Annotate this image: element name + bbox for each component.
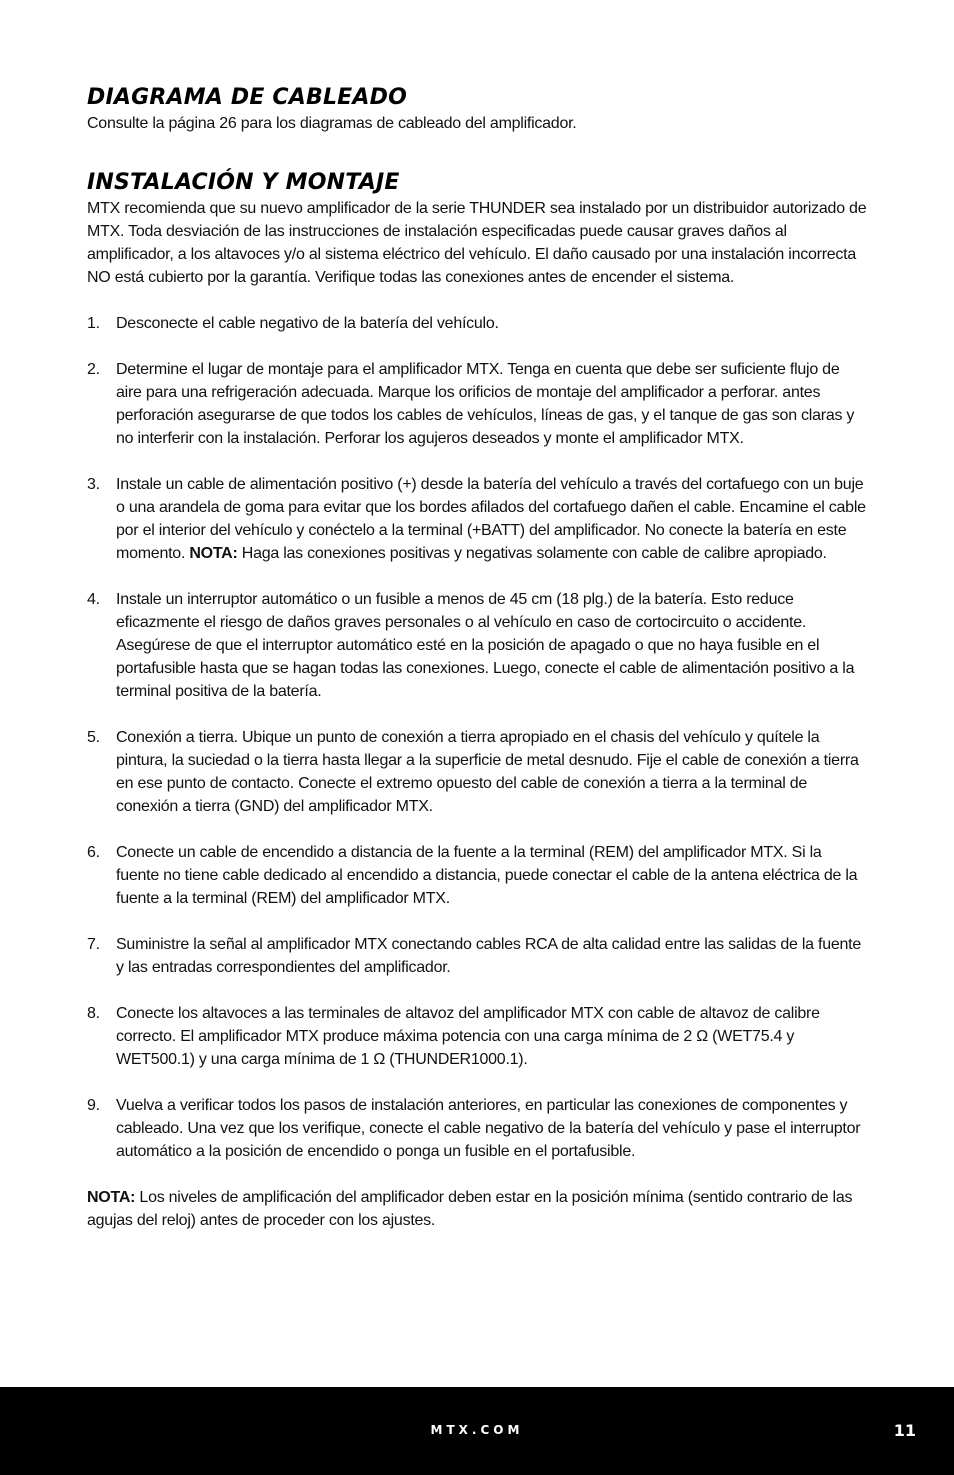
list-item: [87, 358, 867, 450]
page-number: 11: [893, 1421, 916, 1440]
step-text: [116, 473, 867, 565]
step-text: Suministre la señal al amplificador MTX conectando cables RCA de alta calidad entre las salidas de la fuente y las entradas correspondientes del amplificador.: [116, 936, 861, 976]
step-text: Conexión a tierra. Ubique un punto de conexión a tierra apropiado en el chasis del vehículo y quítele la pintura, la suciedad o la tierra hasta llegar a la superficie de metal desnudo. Fije el cable de conexión a tierra en ese punto de contacto. Conecte el extremo opuesto del cable de conexión a tierra a la terminal de conexión a tierra (GND) del amplificador MTX.: [116, 729, 859, 815]
step-text-part: Haga las conexiones positivas y negativas solamente con cable de calibre apropiado.: [237, 545, 827, 562]
list-item: [87, 312, 867, 335]
note-label: NOTA:: [87, 1189, 136, 1206]
list-item: [87, 933, 867, 979]
step-text: Conecte los altavoces a las terminales de altavoz del amplificador MTX con cable de altavoz de calibre correcto. El amplificador MTX produce máxima potencia con una carga mínima de 2 Ω (WET75.4 y WET500.1) y una carga mínima de 1 Ω (THUNDER1000.1).: [116, 1005, 820, 1068]
step-note-label: NOTA:: [189, 545, 238, 562]
section-title-wiring-diagram: DIAGRAMA DE CABLEADO: [87, 85, 408, 110]
list-item: [87, 726, 867, 818]
list-item: [87, 841, 867, 910]
step-text-part: Instale un cable de alimentación positivo (+) desde la batería del vehículo a través del cortafuego con un buje o una arandela de goma para evitar que los bordes afilados del cortafuego dañen el cable. Encamine el cable por el interior del vehículo y conéctelo a la terminal (+BATT) del amplificador. No conecte la batería en este momento.: [116, 476, 866, 562]
step-number: 5.: [87, 729, 100, 746]
note-text: Los niveles de amplificación del amplificador deben estar en la posición mínima (sentido contrario de las agujas del reloj) antes de proceder con los ajustes.: [87, 1189, 853, 1229]
page-content: [87, 84, 867, 1232]
step-text: Vuelva a verificar todos los pasos de instalación anteriores, en particular las conexiones de componentes y cableado. Una vez que los verifique, conecte el cable negativo de la batería del vehículo y pase el interruptor automático a la posición de encendido o ponga un fusible en el portafusible.: [116, 1097, 861, 1160]
step-number: 2.: [87, 361, 100, 378]
step-number: 7.: [87, 936, 100, 953]
step-text: Determine el lugar de montaje para el amplificador MTX. Tenga en cuenta que debe ser suficiente flujo de aire para una refrigeración adecuada. Marque los orificios de montaje del amplificador a perforar. antes perforación asegurarse de que todos los cables de vehículos, líneas de gas, y el tanque de gas son claras y no interferir con la instalación. Perforar los agujeros deseados y monte el amplificador MTX.: [116, 361, 855, 447]
step-text: Desconecte el cable negativo de la batería del vehículo.: [116, 315, 499, 332]
footer-website: MTX.COM: [430, 1423, 524, 1437]
installation-steps: [87, 312, 867, 1163]
step-number: 3.: [87, 476, 100, 493]
step-number: 1.: [87, 315, 100, 332]
list-item: [87, 1094, 867, 1163]
step-number: 4.: [87, 591, 100, 608]
step-text: Conecte un cable de encendido a distancia de la fuente a la terminal (REM) del amplificador MTX. Si la fuente no tiene cable dedicado al encendido a distancia, puede conectar el cable de la antena eléctrica de la fuente a la terminal (REM) del amplificador MTX.: [116, 844, 858, 907]
step-number: 9.: [87, 1097, 100, 1114]
final-note: [87, 1186, 867, 1232]
step-number: 6.: [87, 844, 100, 861]
wiring-diagram-text: Consulte la página 26 para los diagramas de cableado del amplificador.: [87, 115, 577, 132]
list-item: [87, 1002, 867, 1071]
step-number: 8.: [87, 1005, 100, 1022]
section-title-installation: INSTALACIÓN Y MONTAJE: [87, 170, 400, 195]
installation-intro: MTX recomienda que su nuevo amplificador de la serie THUNDER sea instalado por un distribuidor autorizado de MTX. Toda desviación de las instrucciones de instalación especificadas puede causar graves daños al amplificador, a los altavoces y/o al sistema eléctrico del vehículo. El daño causado por una instalación incorrecta NO está cubierto por la garantía. Verifique todas las conexiones antes de encender el sistema.: [87, 200, 867, 286]
list-item: [87, 473, 867, 565]
list-item: [87, 588, 867, 703]
step-text: Instale un interruptor automático o un fusible a menos de 45 cm (18 plg.) de la batería. Esto reduce eficazmente el riesgo de daños graves personales o al vehículo en caso de cortocircuito o accidente. Asegúrese de que el interruptor automático esté en la posición de apagado o que no haya fusible en el portafusible hasta que se hagan todas las conexiones. Luego, conecte el cable de alimentación positivo a la terminal positiva de la batería.: [116, 591, 855, 700]
footer-bar: [0, 1387, 954, 1475]
